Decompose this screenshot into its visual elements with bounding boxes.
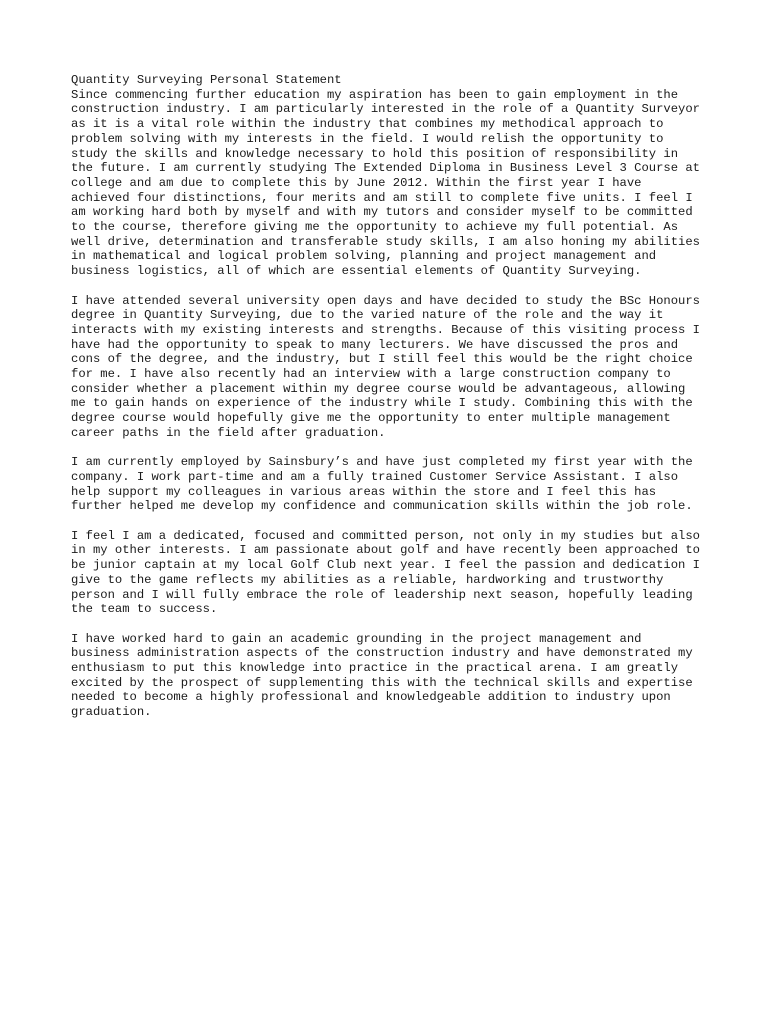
paragraph-2: I have attended several university open days and have decided to study the BSc Honours degree in Quantity Surveying, due to the varied nature of the role and the way it interacts with my existing interests and strengths. Because of this visiting process I have had the opportunity to speak to many lecturers. We have discussed the pros and cons of the degree, and the industry, but I still feel this would be the right choice for me. I have also recently had an interview with a large construction company to consider whether a placement within my degree course would be advantageous, allowing me to gain hands on experience of the industry while I study. Combining this with the degree course would hopefully give me the opportunity to enter multiple management career paths in the field after graduation. [71, 293, 700, 440]
paragraph-1: Since commencing further education my aspiration has been to gain employment in the construction industry. I am particularly interested in the role of a Quantity Surveyor as it is a vital role within the industry that combines my methodical approach to problem solving with my interests in the field. I would relish the opportunity to study the skills and knowledge necessary to hold this position of responsibility in the future. I am currently studying The Extended Diploma in Business Level 3 Course at college and am due to complete this by June 2012. Within the first year I have achieved four distinctions, four merits and am still to complete five units. I feel I am working hard both by myself and with my tutors and consider myself to be committed to the course, therefore giving me the opportunity to achieve my full potential. As well drive, determination and transferable study skills, I am also honing my abilities in mathematical and logical problem solving, planning and project management and business logistics, all of which are essential elements of Quantity Surveying. [71, 87, 700, 279]
paragraph-3: I am currently employed by Sainsbury’s and have just completed my first year with the company. I work part-time and am a fully trained Customer Service Assistant. I also help support my colleagues in various areas within the store and I feel this has further helped me develop my confidence and communication skills within the job role. [71, 455, 693, 514]
paragraph-5: I have worked hard to gain an academic grounding in the project management and business administration aspects of the construction industry and have demonstrated my enthusiasm to put this knowledge into practice in the practical arena. I am greatly excited by the prospect of supplementing this with the technical skills and expertise needed to become a highly professional and knowledgeable addition to industry upon graduation. [71, 631, 693, 720]
document-body [71, 73, 701, 735]
paragraph-4: I feel I am a dedicated, focused and committed person, not only in my studies but also in my other interests. I am passionate about golf and have recently been approached to be junior captain at my local Golf Club next year. I feel the passion and dedication I give to the game reflects my abilities as a reliable, hardworking and trustworthy person and I will fully embrace the role of leadership next season, hopefully leading the team to success. [71, 528, 700, 617]
document-title: Quantity Surveying Personal Statement [71, 73, 342, 87]
